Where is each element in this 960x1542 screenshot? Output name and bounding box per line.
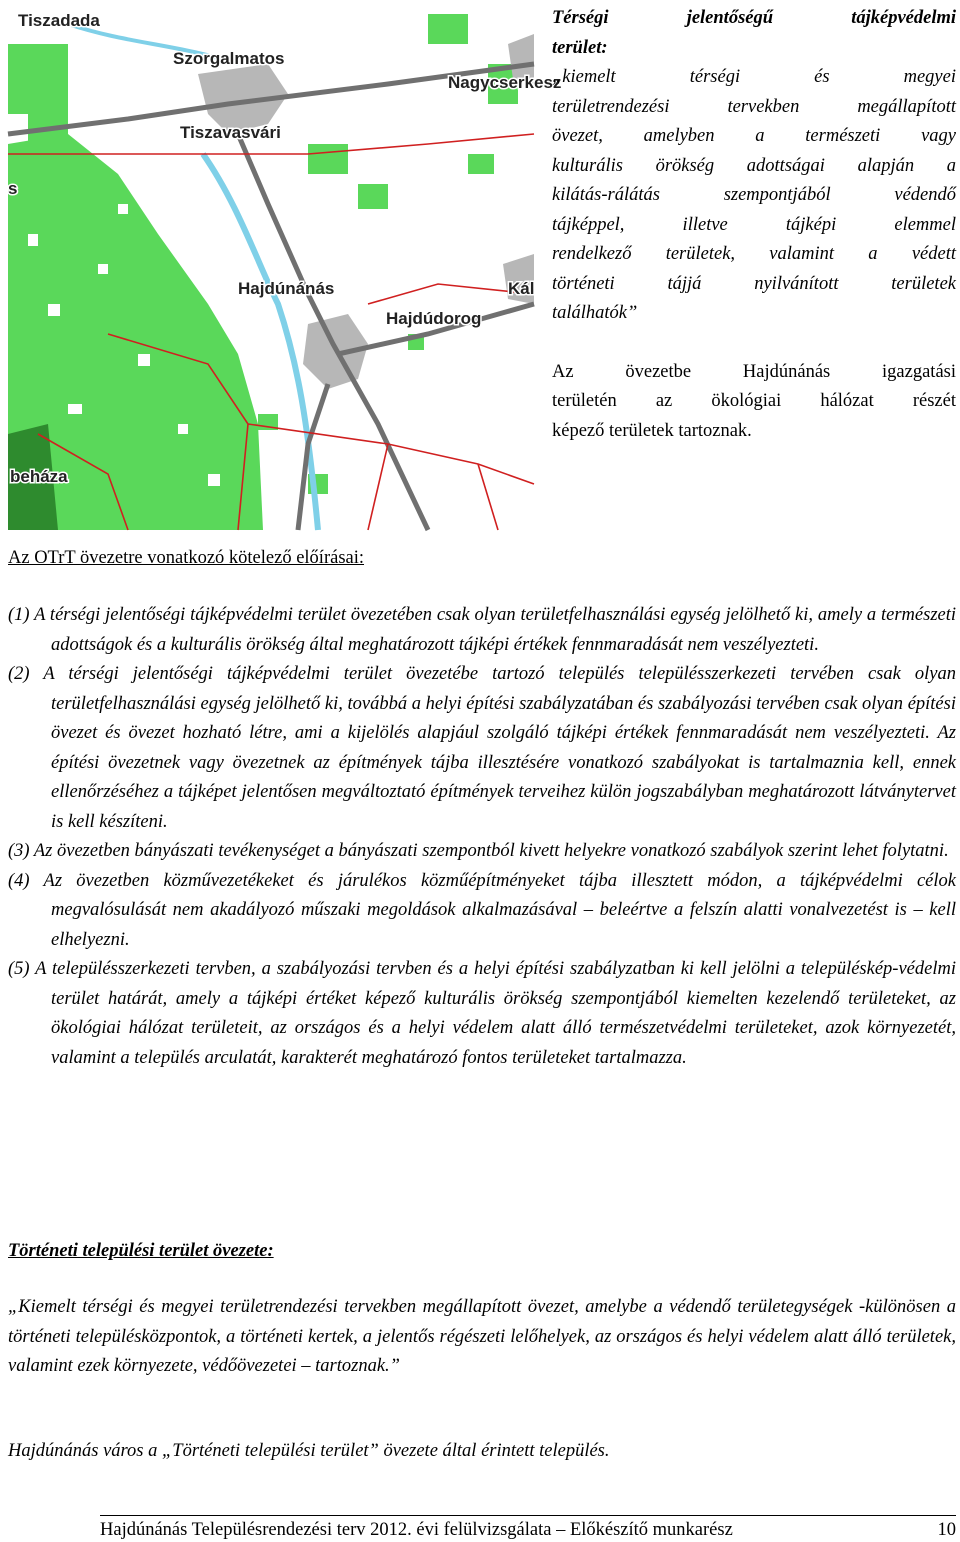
page-number: 10 <box>937 1520 956 1540</box>
map-label: Szorgalmatos <box>173 49 285 68</box>
note-line: Az övezetbe Hajdúnánás igazgatási <box>552 361 956 382</box>
zone-title: Térségi jelentőségű tájképvédelmi <box>552 8 956 28</box>
note-line: területén az ökológiai hálózat részét <box>552 391 956 411</box>
map-label: Nagycserkesz <box>448 73 562 92</box>
quote-line: találhatók” <box>552 303 638 323</box>
rule-item: (4) Az övezetben közművezetékeket és járulékos közműépítményeket tájba illesztett módon, a tájképvédelmi célok megvalósulását nem akadályozó műszaki megoldások alkalmazásával – beleértve a felszín alatti vonalvezetést is – kell elhelyezni. <box>8 870 956 950</box>
historic-quote: „Kiemelt térségi és megyei területrendezési tervekben megállapított övezet, amelybe a védendő területegységek -különösen a történeti településközpontok, a történeti kertek, a jelentős régészeti lelőhelyek, az országos és helyi védelem alatt álló területek, valamint ezek környezete, védőövezetei – tartoznak.” <box>8 1297 956 1376</box>
quote-line: „kiemelt térségi és megyei <box>552 67 956 87</box>
map-label: beháza <box>10 467 68 486</box>
historic-heading: Történeti települési terület övezete: <box>8 1241 274 1261</box>
overview-map <box>8 4 562 530</box>
historic-note: Hajdúnánás város a „Történeti települési terület” övezete által érintett település. <box>8 1441 610 1461</box>
map-label: s <box>8 179 18 198</box>
rule-item: (3) Az övezetben bányászati tevékenységet a bányászati szempontból kivett helyekre vonatkozó szabályok szerint lehet folytatni. <box>8 841 949 861</box>
quote-line: területrendezési tervekben megállapított <box>552 96 956 117</box>
zone-definition <box>552 4 956 446</box>
quote-line: rendelkező területek, valamint a védett <box>552 244 956 264</box>
rules-heading: Az OTrT övezetre vonatkozó kötelező előírásai: <box>8 548 365 568</box>
quote-line: tájképpel, illetve tájképi elemmel <box>552 214 956 235</box>
map-label: Kál <box>508 279 535 298</box>
rule-item: (5) A településszerkezeti tervben, a szabályozási tervben és a helyi építési szabályzatban ki kell jelölni a településkép-védelmi terület határát, amely a tájképi értéket képező kulturális örökség szempontjából kiemelten kezelendő területeket, az ökológiai hálózat területeit, az országos és a helyi védelem alatt álló természetvédelmi területeket, azok környezetét, valamint a település arculatát, karakterét meghatározó fontos területeket tartalmazza. <box>8 959 956 1068</box>
note-line: képező területek tartoznak. <box>552 420 752 441</box>
quote-line: kulturális örökség adottságai alapján a <box>552 155 956 176</box>
map-label: Hajdúdorog <box>386 309 482 328</box>
quote-line: kilátás-rálátás szempontjából védendő <box>552 185 956 205</box>
map-graphic <box>8 4 562 530</box>
rule-item: (2) A térségi jelentőségi tájképvédelmi terület övezetébe tartozó település településszerkezeti tervében csak olyan területfelhasználási egység jelölhető ki, továbbá a helyi építési szabályzatában és szabályozási tervében csak olyan építési övezet és övezet hozható létre, ami a kijelölés alapjául szolgáló tájképi értékek fennmaradását nem veszélyezteti. Az építési övezetnek vagy övezetnek az építmények tájba illesztésére vonatkozó szabályokat is tartalmaznia kell, ennek ellenőrzéséhez a tájképet jelentősen megváltoztató építmények terveihez külön jogszabályban meghatározott látványtervet is kell készíteni. <box>8 664 957 832</box>
quote-line: övezet, amelyben a természeti vagy <box>552 126 956 146</box>
zone-title-cont: terület: <box>552 37 608 58</box>
rules-list <box>8 601 956 1073</box>
page-footer <box>100 1515 956 1542</box>
map-label: Tiszavasvári <box>180 123 281 142</box>
map-label: Hajdúnánás <box>238 279 335 298</box>
quote-line: történeti tájjá nyilvánított területek <box>552 273 956 294</box>
rule-item: (1) A térségi jelentőségi tájképvédelmi terület övezetében csak olyan területfelhasználási egység jelölhető ki, amely a természeti adottságok és a kulturális örökség által meghatározott tájképi értékek fennmaradását nem veszélyezteti. <box>8 605 957 655</box>
footer-text: Hajdúnánás Településrendezési terv 2012. évi felülvizsgálata – Előkészítő munkarész <box>100 1520 733 1540</box>
map-label: Tiszadada <box>18 11 100 30</box>
